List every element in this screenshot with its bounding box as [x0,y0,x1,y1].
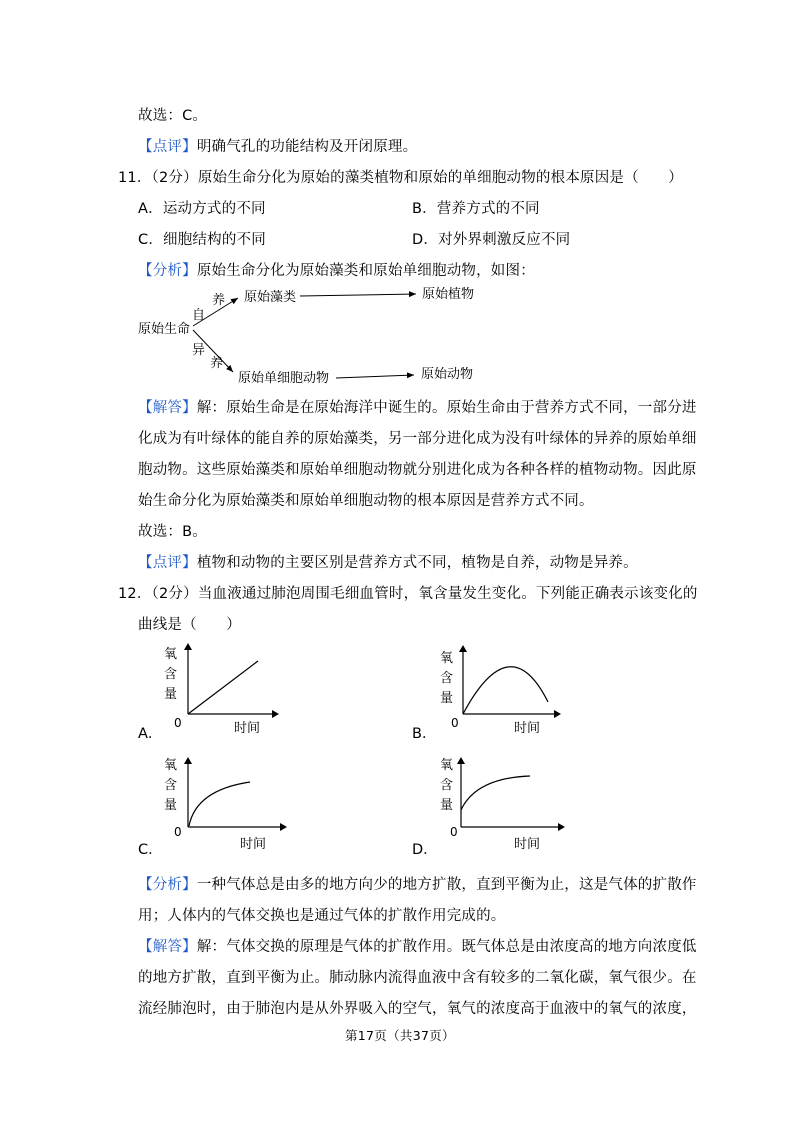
graph-d-y-char-2: 含 [440,778,454,793]
q11-option-d: D．对外界刺激反应不同 [412,232,571,248]
diagram-top-end-label: 原始植物 [422,287,475,302]
q11-answer-tag: 【解答】 [138,400,197,416]
q11-comment-tag: 【点评】 [138,555,197,571]
diagram-bottom-branch-char-a: 异 [192,343,206,358]
graph-c-option-label: C． [138,842,163,858]
graph-c-curve [189,782,250,826]
graph-c-y-arrowhead [184,757,192,764]
page-footer: 第17页（共37页） [345,1028,455,1043]
graph-b-origin: 0 [451,716,459,730]
diagram-arrow-bottom [336,375,414,378]
graph-b-y-char-1: 氧 [440,651,454,666]
diagram-bottom-mid-label: 原始单细胞动物 [238,371,330,386]
graph-b-x-label: 时间 [514,721,541,736]
graph-c-x-arrowhead [280,823,287,831]
diagram-top-branch-char-b: 养 [212,293,226,308]
q11-answer-line-3: 胞动物。这些原始藻类和原始单细胞动物就分别进化成为各种各样的植物动物。因此原 [138,462,697,478]
diagram-bottom-branch-char-b: 养 [210,356,224,371]
diagram-arrow-top [300,294,416,296]
q11-stem: 11．（2分）原始生命分化为原始的藻类植物和原始的单细胞动物的根本原因是（ ） [118,170,683,186]
graph-c-y-char-3: 量 [164,798,178,813]
graph-b [432,640,572,740]
q11-answer-line-4: 始生命分化为原始藻类和原始单细胞动物的根本原因是营养方式不同。 [138,493,594,509]
q11-answer-line-1 [138,396,697,417]
q12-answer-line-2: 的地方扩散，直到平衡为止。肺动脉内流得血液中含有较多的二氧化碳，氧气很少。在 [138,970,697,986]
graph-a-x-label: 时间 [234,721,261,736]
graph-d-y-arrowhead [457,757,465,764]
graph-a-origin: 0 [174,716,182,730]
graph-b-option-label: B． [412,726,437,742]
q12-analysis-tag: 【分析】 [138,877,197,893]
graph-c-y-char-2: 含 [164,778,178,793]
q11-analysis [138,259,535,280]
graph-a-x-arrowhead [272,710,279,718]
graph-b-x-arrowhead [554,710,561,718]
graph-d-y-char-3: 量 [440,798,454,813]
q11-analysis-tag: 【分析】 [138,263,197,279]
graph-a-curve [188,661,258,714]
diagram-top-branch-char-a: 自 [192,308,206,323]
q11-final: 故选：B。 [138,524,207,540]
q11-answer-text-1: 解：原始生命是在原始海洋中诞生的。原始生命由于营养方式不同，一部分进 [196,400,697,416]
graph-c-origin: 0 [174,825,182,839]
q10-comment-text: 明确气孔的功能结构及开闭原理。 [196,139,418,155]
graph-a-y-char-3: 量 [164,687,178,702]
graph-d [432,752,572,856]
graph-a-y-char-1: 氧 [164,647,178,662]
graph-b-y-char-3: 量 [440,691,454,706]
q10-comment [138,135,417,156]
graph-a-y-arrowhead [184,643,192,650]
q11-analysis-text: 原始生命分化为原始藻类和原始单细胞动物，如图： [196,263,535,279]
q12-answer-text-1: 解：气体交换的原理是气体的扩散作用。既气体总是由浓度高的地方向浓度低 [196,939,697,955]
q11-comment-text: 植物和动物的主要区别是营养方式不同，植物是自养，动物是异养。 [196,555,638,571]
diagram-origin-label: 原始生命 [138,322,191,337]
q11-comment [138,551,638,572]
graph-c [158,752,293,856]
q12-answer-tag: 【解答】 [138,939,197,955]
graph-b-y-char-2: 含 [440,671,454,686]
graph-d-y-char-1: 氧 [440,758,454,773]
graph-a-y-char-2: 含 [164,667,178,682]
q10-comment-tag: 【点评】 [138,139,197,155]
evolution-diagram [130,282,490,390]
graph-d-x-arrowhead [558,823,565,831]
graph-a-option-label: A． [138,726,163,742]
q10-answer: 故选：C。 [138,108,208,124]
q12-answer-line-1 [138,935,697,956]
q12-stem-line-2: 曲线是（ ） [138,617,241,633]
q11-option-a: A．运动方式的不同 [138,201,266,217]
q12-analysis-line-2: 用；人体内的气体交换也是通过气体的扩散作用完成的。 [138,908,506,924]
q12-answer-line-3: 流经肺泡时，由于肺泡内是从外界吸入的空气，氧气的浓度高于血液中的氧气的浓度， [138,1001,697,1017]
q11-option-b: B．营养方式的不同 [412,201,540,217]
q11-option-c: C．细胞结构的不同 [138,232,266,248]
diagram-top-mid-label: 原始藻类 [244,290,297,305]
q12-stem-line-1: 12．（2分）当血液通过肺泡周围毛细血管时，氧含量发生变化。下列能正确表示该变化的 [118,586,698,602]
graph-c-x-label: 时间 [240,837,267,852]
graph-a [158,640,293,740]
graph-c-y-char-1: 氧 [164,758,178,773]
q12-analysis-line-1 [138,873,697,894]
graph-b-curve [463,667,548,714]
graph-b-y-arrowhead [459,645,467,652]
q12-analysis-text-1: 一种气体总是由多的地方向少的地方扩散，直到平衡为止，这是气体的扩散作 [196,877,697,893]
graph-d-option-label: D． [412,842,438,858]
q11-answer-line-2: 化成为有叶绿体的能自养的原始藻类，另一部分进化成为没有叶绿体的异养的原始单细 [138,431,697,447]
graph-d-curve [461,776,530,810]
diagram-bottom-end-label: 原始动物 [421,367,474,382]
graph-d-x-label: 时间 [514,837,541,852]
graph-d-origin: 0 [450,825,458,839]
